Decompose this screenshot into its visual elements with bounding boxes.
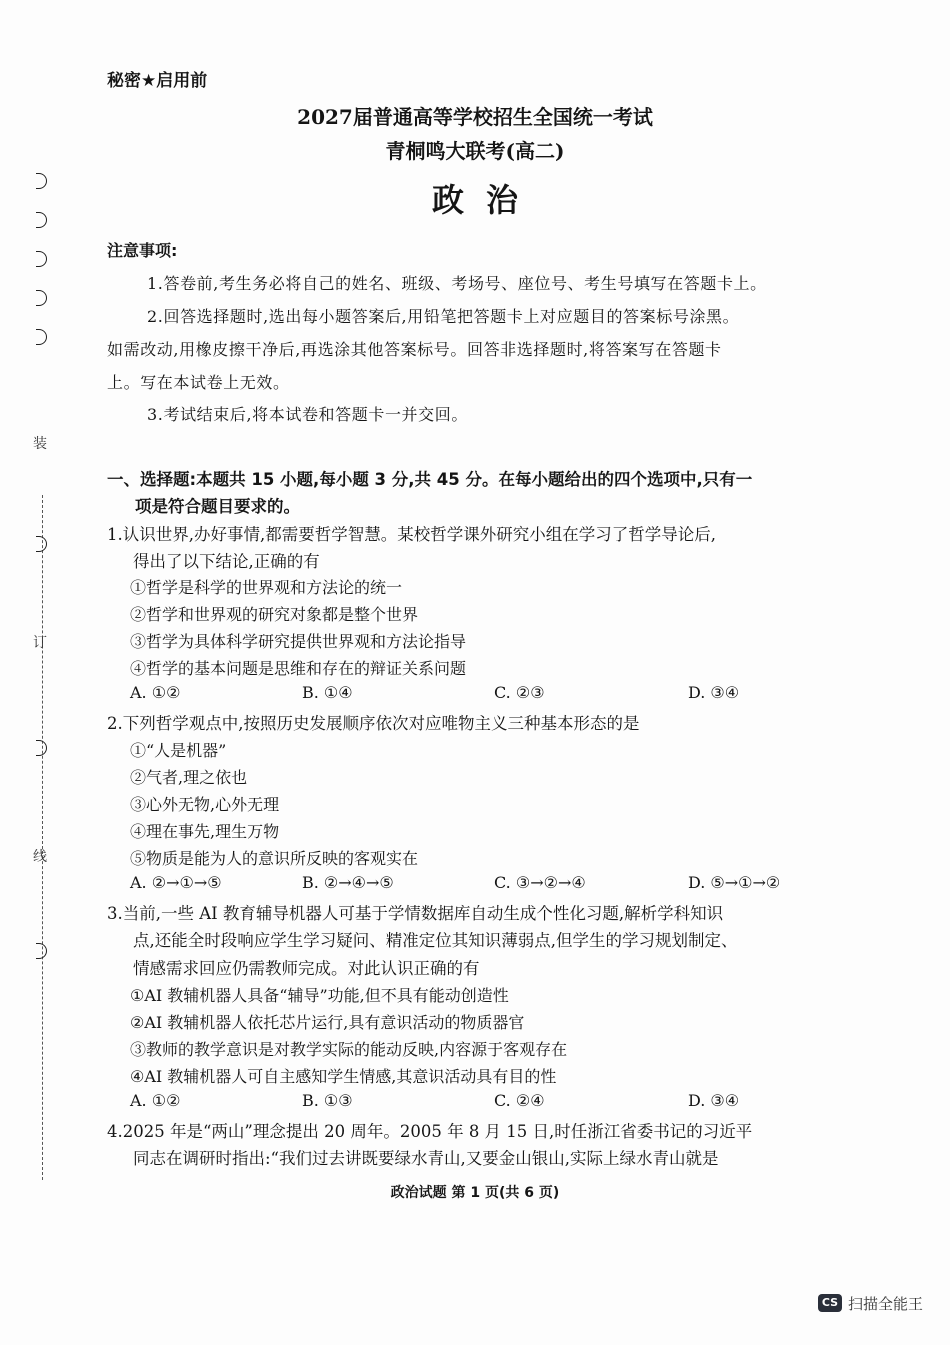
statement: ①“人是机器” [130,741,227,760]
notice-line: 2.回答选择题时,选出每小题答案后,用铅笔把答题卡上对应题目的答案标号涂黑。 [147,307,740,326]
question-stem: 3.当前,一些 AI 教育辅导机器人可基于学情数据库自动生成个性化习题,解析学科知识 [107,904,724,923]
binding-hole-mark [36,290,47,306]
question-stem: 情感需求回应仍需教师完成。对此认识正确的有 [133,959,480,978]
question-stem: 得出了以下结论,正确的有 [133,552,320,571]
notice-line: 上。写在本试卷上无效。 [107,373,290,392]
statement: ②哲学和世界观的研究对象都是整个世界 [130,605,419,624]
binding-hole-mark [36,536,47,552]
binding-hole-mark [36,943,47,959]
notice-line: 1.答卷前,考生务必将自己的姓名、班级、考场号、座位号、考生号填写在答题卡上。 [147,274,767,293]
scanner-app-icon: CS [818,1294,842,1312]
subject-title: 政治 [431,181,540,219]
notice-line: 3.考试结束后,将本试卷和答题卡一并交回。 [147,405,468,424]
question-stem: 4.2025 年是“两山”理念提出 20 周年。2005 年 8 月 15 日,时任浙江省委书记的习近平 [107,1122,753,1141]
exam-title: 2027届普通高等学校招生全国统一考试 [297,105,653,129]
binding-hole-mark [36,329,47,345]
answer-option: C. ③→②→④ [494,873,586,892]
section-heading: 一、选择题:本题共 15 小题,每小题 3 分,共 45 分。在每小题给出的四个选项中,只有一 [107,470,753,489]
question-stem: 同志在调研时指出:“我们过去讲既要绿水青山,又要金山银山,实际上绿水青山就是 [133,1149,719,1168]
notice-heading: 注意事项: [107,241,178,260]
answer-option: D. ③④ [688,1091,740,1110]
statement: ①哲学是科学的世界观和方法论的统一 [130,578,403,597]
notice-line: 如需改动,用橡皮擦干净后,再选涂其他答案标号。回答非选择题时,将答案写在答题卡 [107,340,722,359]
confidential-mark: 秘密★启用前 [107,71,208,91]
binding-label: 订 [33,635,47,651]
answer-option: A. ①② [130,1091,181,1110]
statement: ②气者,理之依也 [130,768,248,787]
answer-option: D. ③④ [688,683,740,702]
answer-option: D. ⑤→①→② [688,873,781,892]
binding-label: 线 [33,849,47,865]
scanner-app-name: 扫描全能王 [848,1295,924,1312]
question-stem: 点,还能全时段响应学生学习疑问、精准定位其知识薄弱点,但学生的学习规划制定、 [133,931,738,950]
statement: ⑤物质是能为人的意识所反映的客观实在 [130,849,419,868]
scanner-watermark [818,1290,950,1312]
statement: ③哲学为具体科学研究提供世界观和方法论指导 [130,632,467,651]
page-footer: 政治试题 第 1 页(共 6 页) [390,1185,560,1201]
statement: ④哲学的基本问题是思维和存在的辩证关系问题 [130,659,467,678]
section-heading-cont: 项是符合题目要求的。 [135,497,300,516]
answer-option: C. ②④ [494,1091,545,1110]
exam-subtitle: 青桐鸣大联考(高二) [385,139,565,163]
binding-hole-mark [36,251,47,267]
answer-option: B. ①③ [302,1091,353,1110]
statement: ④AI 教辅机器人可自主感知学生情感,其意识活动具有目的性 [130,1067,557,1086]
statement: ③心外无物,心外无理 [130,795,280,814]
question-stem: 1.认识世界,办好事情,都需要哲学智慧。某校哲学课外研究小组在学习了哲学导论后, [107,525,716,544]
answer-option: C. ②③ [494,683,545,702]
binding-label: 装 [33,436,47,452]
answer-option: B. ①④ [302,683,353,702]
statement: ③教师的教学意识是对教学实际的能动反映,内容源于客观存在 [130,1040,568,1059]
binding-hole-mark [36,740,47,756]
answer-option: A. ①② [130,683,181,702]
answer-option: A. ②→①→⑤ [130,873,222,892]
statement: ①AI 教辅机器人具备“辅导”功能,但不具有能动创造性 [130,986,509,1005]
binding-dashed-line [42,495,43,1180]
statement: ④理在事先,理生万物 [130,822,280,841]
answer-option: B. ②→④→⑤ [302,873,394,892]
question-stem: 2.下列哲学观点中,按照历史发展顺序依次对应唯物主义三种基本形态的是 [107,714,640,733]
statement: ②AI 教辅机器人依托芯片运行,具有意识活动的物质器官 [130,1013,525,1032]
